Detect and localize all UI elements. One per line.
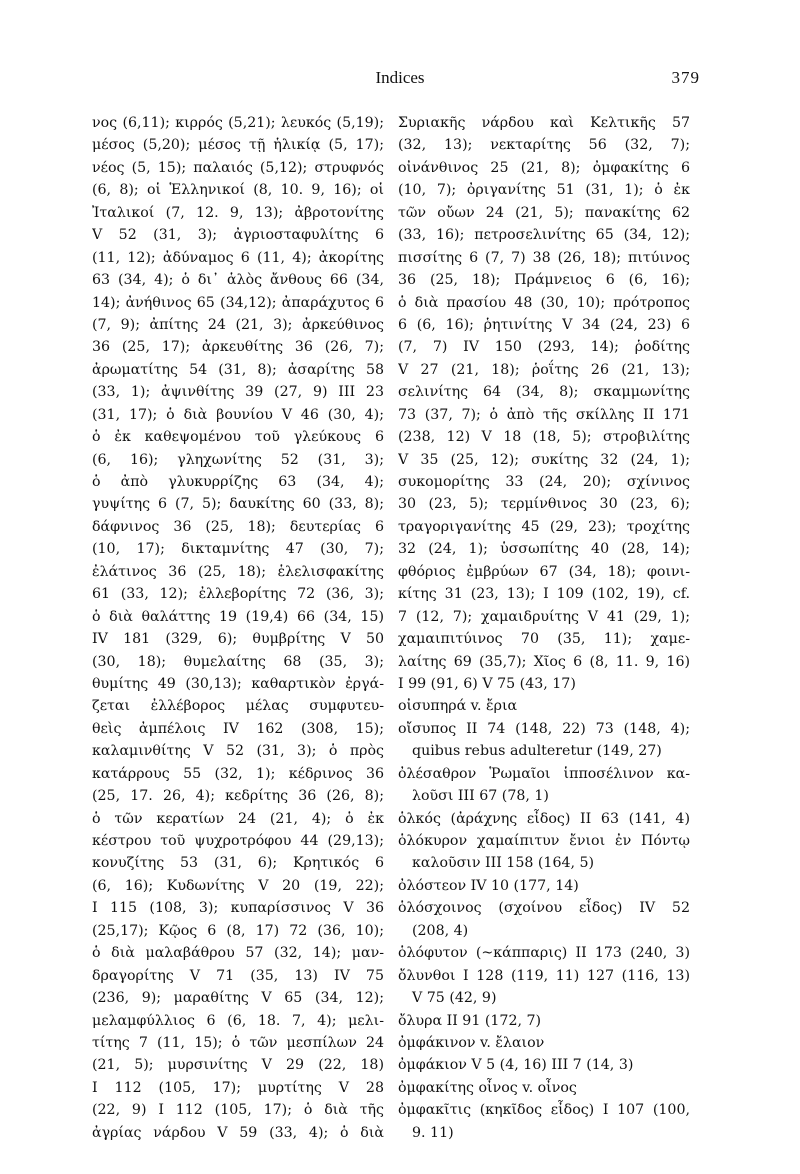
index-line: καλαμινθίτης V 52 (31, 3); ὁ πρὸς: [92, 743, 384, 760]
index-line: δάφνινος 36 (25, 18); δευτερίας 6: [92, 518, 384, 535]
index-line: (7, 9); ἀπίτης 24 (21, 3); ἀρκεύθινος: [92, 316, 384, 333]
index-line: (22, 9) I 112 (105, 17); ὁ διὰ τῆς: [92, 1102, 384, 1119]
index-line: I 115 (108, 3); κυπαρίσσινος V 36: [92, 900, 384, 917]
index-line: ὁ τῶν κερατίων 24 (21, 4); ὁ ἐκ: [92, 810, 384, 827]
index-line: δραγορίτης V 71 (35, 13) IV 75: [92, 967, 384, 984]
index-line: (10, 17); δικταμνίτης 47 (30, 7);: [92, 541, 384, 558]
index-line: ζεται ἐλλέβορος μέλας συμφυτευ-: [92, 698, 384, 715]
index-line: ὁλόφυτον (~κάππαρις) II 173 (240, 3): [398, 945, 690, 962]
index-line: ὀλόστεον IV 10 (177, 14): [398, 877, 579, 894]
right-column: [398, 112, 690, 1144]
index-line: ὀμφακῖτις (κηκῖδος εἶδος) I 107 (100,: [398, 1102, 690, 1119]
index-line: (21, 5); μυρσινίτης V 29 (22, 18): [92, 1057, 384, 1074]
index-line: V 75 (42, 9): [412, 990, 497, 1007]
index-line: ὁ ἐκ καθεψομένου τοῦ γλεύκους 6: [92, 429, 384, 446]
index-line: ὀμφάκιον V 5 (4, 16) III 7 (14, 3): [398, 1057, 634, 1074]
index-line: (25, 17. 26, 4); κεδρίτης 36 (26, 8);: [92, 788, 384, 805]
index-line: V 35 (25, 12); συκίτης 32 (24, 1);: [398, 451, 690, 468]
index-line: (6, 16); Κυδωνίτης V 20 (19, 22);: [92, 877, 384, 894]
index-line: ὀμφάκινον v. ἔλαιον: [398, 1034, 545, 1051]
left-column: [92, 112, 384, 1144]
index-line: ὁλόκυρον χαμαίπιτυν ἔνιοι ἐν Πόντῳ: [398, 833, 690, 849]
index-line: ὀλέσαθρον Ῥωμαῖοι ἱπποσέλινον κα-: [398, 765, 690, 782]
index-line: ὁ ἀπὸ γλυκυρρίζης 63 (34, 4);: [92, 474, 384, 490]
index-line: θεὶς ἀμπέλοις IV 162 (308, 15);: [92, 720, 384, 737]
index-line: 9. 11): [412, 1124, 454, 1141]
index-line: ἐλάτινος 36 (25, 18); ἑλελισφακίτης: [92, 563, 384, 580]
index-line: 63 (34, 4); ὁ δι᾽ ἁλὸς ἄνθους 66 (34,: [92, 272, 384, 289]
index-line: οἰσυπηρά v. ἔρια: [398, 698, 518, 715]
index-line: ἀρωματίτης 54 (31, 8); ἀσαρίτης 58: [92, 361, 384, 378]
index-line: 61 (33, 12); ἐλλεβορίτης 72 (36, 3);: [92, 586, 384, 603]
index-line: ὁ διὰ μαλαβάθρου 57 (32, 14); μαν-: [92, 945, 384, 962]
index-line: I 112 (105, 17); μυρτίτης V 28: [92, 1079, 384, 1096]
index-line: τραγοριγανίτης 45 (29, 23); τροχίτης: [398, 518, 690, 535]
index-line: (30, 18); θυμελαίτης 68 (35, 3);: [92, 653, 384, 670]
index-line: νος (6,11); κιρρός (5,21); λευκός (5,19);: [92, 115, 384, 131]
index-line: ὁλόσχοινος (σχοίνου εἶδος) IV 52: [398, 900, 690, 917]
running-title: Indices: [375, 68, 425, 87]
index-line: οἰνάνθινος 25 (21, 8); ὀμφακίτης 6: [398, 159, 690, 176]
index-line: κίτης 31 (23, 13); I 109 (102, 19), cf.: [398, 586, 690, 603]
index-line: 30 (23, 5); τερμίνθινος 30 (23, 6);: [398, 496, 690, 513]
index-line: νέος (5, 15); παλαιός (5,12); στρυφνός: [92, 159, 384, 176]
index-line: συκομορίτης 33 (24, 20); σχίνινος: [398, 474, 690, 490]
index-line: IV 181 (329, 6); θυμβρίτης V 50: [92, 631, 384, 648]
index-line: ἀγρίας νάρδου V 59 (33, 4); ὁ διὰ: [92, 1124, 384, 1141]
index-line: κέστρου τοῦ ψυχροτρόφου 44 (29,13);: [92, 833, 384, 849]
index-line: φθόριος ἐμβρύων 67 (34, 18); φοινι-: [398, 563, 690, 580]
index-line: 7 (12, 7); χαμαιδρυίτης V 41 (29, 1);: [398, 608, 690, 625]
index-line: οἴσυπος II 74 (148, 22) 73 (148, 4);: [398, 720, 690, 737]
page-header: [100, 68, 700, 96]
index-line: V 52 (31, 3); ἀγριοσταφυλίτης 6: [92, 227, 384, 244]
index-line: (33, 16); πετροσελινίτης 65 (34, 12);: [398, 227, 690, 244]
index-line: ὀμφακίτης οἶνος v. οἶνος: [398, 1079, 577, 1096]
index-line: μελαμφύλλιος 6 (6, 18. 7, 4); μελι-: [92, 1012, 384, 1029]
index-line: 32 (24, 1); ὑσσωπίτης 40 (28, 14);: [398, 541, 690, 558]
index-line: λαίτης 69 (35,7); Χῖος 6 (8, 11. 9, 16): [398, 653, 690, 670]
index-line: τίτης 7 (11, 15); ὁ τῶν μεσπίλων 24: [92, 1034, 384, 1051]
index-line: κονυζίτης 53 (31, 6); Κρητικός 6: [92, 855, 384, 872]
index-line: πισσίτης 6 (7, 7) 38 (26, 18); πιτύινος: [398, 249, 690, 266]
index-line: Συριακῆς νάρδου καὶ Κελτικῆς 57: [398, 115, 690, 131]
index-line: ὄλυνθοι I 128 (119, 11) 127 (116, 13): [398, 967, 690, 984]
index-line: τῶν οὔων 24 (21, 5); πανακίτης 62: [398, 204, 690, 221]
index-line: σελινίτης 64 (34, 8); σκαμμωνίτης: [398, 384, 690, 401]
index-line: (31, 17); ὁ διὰ βουνίου V 46 (30, 4);: [92, 406, 384, 423]
index-line: (10, 7); ὀριγανίτης 51 (31, 1); ὁ ἐκ: [398, 182, 690, 199]
index-line: ὁ διὰ πρασίου 48 (30, 10); πρότροπος: [398, 294, 690, 311]
index-line: (32, 13); νεκταρίτης 56 (32, 7);: [398, 137, 690, 154]
index-line: (238, 12) V 18 (18, 5); στροβιλίτης: [398, 429, 690, 446]
index-line: 14); ἀνήθινος 65 (34,12); ἀπαράχυτος 6: [92, 294, 384, 311]
index-line: γυψίτης 6 (7, 5); δαυκίτης 60 (33, 8);: [92, 496, 384, 513]
index-line: (6, 16); γληχωνίτης 52 (31, 3);: [92, 451, 384, 468]
index-line: V 27 (21, 18); ῥοΐτης 26 (21, 13);: [398, 361, 690, 378]
index-line: (208, 4): [412, 922, 469, 939]
index-line: θυμίτης 49 (30,13); καθαρτικὸν ἐργά-: [92, 675, 384, 692]
index-line: (25,17); Κῷος 6 (8, 17) 72 (36, 10);: [92, 922, 384, 939]
index-line: (236, 9); μαραθίτης V 65 (34, 12);: [92, 990, 384, 1007]
index-line: καλοῦσιν III 158 (164, 5): [412, 855, 595, 872]
index-line: (11, 12); ἀδύναμος 6 (11, 4); ἀκορίτης: [92, 249, 384, 266]
index-line: (7, 7) IV 150 (293, 14); ῥοδίτης: [398, 339, 690, 356]
index-line: I 99 (91, 6) V 75 (43, 17): [398, 675, 576, 692]
index-line: 36 (25, 17); ἀρκευθίτης 36 (26, 7);: [92, 339, 384, 356]
index-line: quibus rebus adulteretur (149, 27): [412, 743, 662, 760]
index-line: ὁλκός (ἀράχνης εἶδος) II 63 (141, 4): [398, 810, 690, 827]
index-line: λοῦσι III 67 (78, 1): [412, 788, 549, 805]
page-number: 379: [671, 68, 700, 87]
index-line: ὁ διὰ θαλάττης 19 (19,4) 66 (34, 15): [92, 608, 384, 625]
index-line: 36 (25, 18); Πράμνειος 6 (6, 16);: [398, 272, 690, 289]
index-line: ὄλυρα II 91 (172, 7): [398, 1012, 542, 1029]
index-line: Ἰταλικοί (7, 12. 9, 13); ἀβροτονίτης: [92, 204, 384, 221]
index-line: 73 (37, 7); ὁ ἀπὸ τῆς σκίλλης II 171: [398, 406, 690, 423]
index-line: (6, 8); οἱ Ἑλληνικοί (8, 10. 9, 16); οἱ: [92, 182, 384, 199]
index-line: κατάρρους 55 (32, 1); κέδρινος 36: [92, 765, 384, 782]
index-line: (33, 1); ἀψινθίτης 39 (27, 9) III 23: [92, 384, 384, 401]
index-line: χαμαιπιτύινος 70 (35, 11); χαμε-: [398, 631, 690, 648]
index-line: 6 (6, 16); ῥητινίτης V 34 (24, 23) 6: [398, 316, 690, 333]
index-line: μέσος (5,20); μέσος τῇ ἡλικίᾳ (5, 17);: [92, 137, 384, 154]
